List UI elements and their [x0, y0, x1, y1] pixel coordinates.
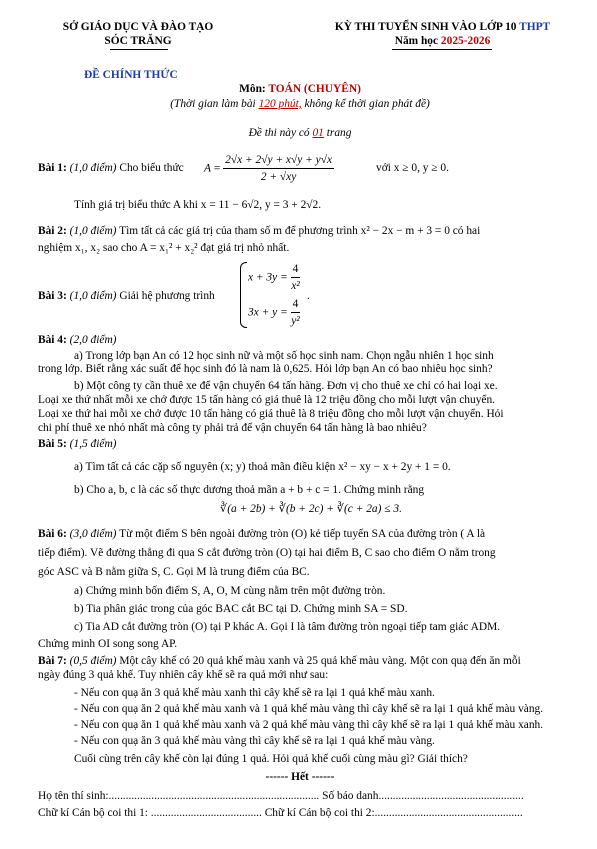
bai-6-c-1: c) Tia AD cắt đường tròn (O) tại P khác A. Gọi I là tâm đường tròn ngoại tiếp tam giác ADM.	[74, 621, 501, 633]
bai-7-label: Bài 7:	[38, 655, 67, 667]
exam-title	[300, 20, 585, 48]
bai-2-text-1: Tìm tất cả các giá trị của tham số m để phương trình x² − 2x − m + 3 = 0 có hai	[119, 225, 481, 237]
bai-1-score: (1,0 điểm)	[69, 162, 117, 174]
dept-line-2: SÓC TRĂNG	[104, 35, 172, 47]
bai-7-rule-3: - Nếu con quạ ăn 1 quả khế màu xanh và 2 quả khế màu vàng thì cây khế sẽ ra lại 1 quả khế màu xanh.	[74, 719, 544, 731]
time-limit: 120 phút,	[258, 98, 302, 110]
eq-2-fraction	[291, 297, 301, 328]
bai-1-line-1	[38, 161, 184, 175]
dept-underline	[110, 49, 168, 50]
subject-label: Môn:	[239, 83, 269, 95]
bai-5-heading	[38, 437, 116, 451]
bai-7-line-1	[38, 654, 521, 668]
bai-3-text: Giải hệ phương trình	[119, 290, 215, 302]
time-post: không kể thời gian phát đề)	[301, 98, 430, 110]
bai-1-label: Bài 1:	[38, 162, 67, 174]
bai-2-score: (1,0 điểm)	[69, 225, 117, 237]
bai-6-line-1	[38, 527, 485, 541]
bai-1-numerator: 2√x + 2√y + x√y + y√x	[223, 153, 334, 169]
bai-1-formula: A = $\frac{2√x + 2√y + x√y + y√x}{2 + √xy}$	[204, 154, 333, 183]
page-count-line	[150, 126, 450, 140]
bai-7-score: (0,5 điểm)	[69, 655, 117, 667]
bai-7-question: Cuối cùng trên cây khế còn lại đúng 1 quả. Hỏi quả khế cuối cùng màu gì? Giải thích?	[74, 753, 468, 765]
bai-7-text-2: ngày đúng 3 quả khế. Tuy nhiên cây khế sẽ ra quả mới như sau:	[38, 669, 329, 681]
eq-2-num: 4	[291, 297, 301, 313]
bai-1-condition: với x ≥ 0, y ≥ 0.	[376, 162, 449, 174]
bai-1-line-2: Tính giá trị biểu thức A khi x = 11 − 6√2, y = 3 + 2√2.	[74, 199, 322, 211]
bai-3-line	[38, 289, 215, 303]
bai-7-rule-2: - Nếu con quạ ăn 2 quả khế màu xanh và 1 quả khế màu vàng thì cây khế sẽ ra lại 1 quả khế màu vàng.	[74, 703, 544, 715]
bai-6-text-2: tiếp điểm). Vẽ đường thẳng đi qua S cắt đường tròn (O) tại hai điểm B, C sao cho điểm O nằm trong	[38, 547, 496, 559]
proctor-signature-line: Chữ kí Cán bộ coi thi 1: ....................................... Chữ kí Cán bộ coi thi 2:....................................................	[38, 807, 523, 819]
bai-6-label: Bài 6:	[38, 528, 67, 540]
page-count-post: trang	[323, 127, 352, 139]
department-name	[38, 20, 238, 48]
bai-6-c-2: Chứng minh OI song song AP.	[38, 638, 178, 650]
bai-1-text: Cho biểu thức	[119, 162, 184, 174]
exam-underline	[392, 49, 492, 50]
bai-3-score: (1,0 điểm)	[69, 290, 117, 302]
time-line	[100, 97, 500, 111]
bai-6-text-3: góc ASC và B nằm giữa S, C. Gọi M là trung điểm của BC.	[38, 566, 310, 578]
bai-3-eq-1	[248, 262, 300, 293]
bai-5-label: Bài 5:	[38, 438, 67, 450]
bai-4-score: (2,0 điểm)	[69, 334, 117, 346]
bai-2-label: Bài 2:	[38, 225, 67, 237]
bai-4-label: Bài 4:	[38, 334, 67, 346]
exam-line-1-text: KỲ THI TUYỂN SINH VÀO LỚP 10	[334, 21, 520, 33]
page-count: 01	[312, 127, 324, 139]
bai-5-a: a) Tìm tất cả các cặp số nguyên (x; y) thoả mãn điều kiện x² − xy − x + 2y + 1 = 0.	[74, 461, 451, 473]
bai-6-a: a) Chứng minh bốn điểm S, A, O, M cùng nằm trên một đường tròn.	[74, 585, 386, 597]
exam-line-2	[300, 34, 585, 48]
bai-4-b-2: Loại xe thứ nhất mỗi xe chở được 15 tấn hàng có giá thuê là 12 triệu đồng cho mỗi lượt vận chuyển.	[38, 394, 495, 406]
eq-2-lhs: 3x + y =	[248, 306, 288, 319]
official-label: ĐỀ CHÍNH THỨC	[84, 69, 178, 81]
candidate-info-line: Họ tên thí sinh:.......................................................................... Số báo danh...................................................	[38, 790, 524, 802]
bai-1-denominator: 2 + √xy	[260, 171, 297, 183]
bai-7-text-1: Một cây khế có 20 quả khế màu xanh và 25 quả khế màu vàng. Một con quạ đến ăn mỗi	[119, 655, 521, 667]
system-brace	[240, 262, 247, 328]
bai-2-line-1	[38, 224, 570, 238]
bai-4-a-1: a) Trong lớp bạn An có 12 học sinh nữ và một số học sinh nam. Chọn ngẫu nhiên 1 học sinh	[74, 350, 494, 362]
subject-line	[150, 82, 450, 96]
eq-1-num: 4	[291, 262, 301, 278]
eq-2-den: y²	[291, 315, 300, 327]
eq-1-fraction	[291, 262, 301, 293]
bai-7-rule-4: - Nếu con quạ ăn 3 quả khế màu vàng thì cây khế sẽ ra lại 1 quả khế màu vàng.	[74, 735, 435, 747]
year-label: Năm học	[394, 35, 441, 47]
exam-level: THPT	[519, 21, 551, 33]
school-year: 2025-2026	[440, 35, 491, 47]
bai-1-fraction	[223, 153, 334, 184]
eq-1-lhs: x + 3y =	[248, 271, 288, 284]
bai-6-text-1: Từ một điểm S bên ngoài đường tròn (O) kẻ tiếp tuyến SA của đường tròn ( A là	[119, 528, 486, 540]
dept-line-1: SỞ GIÁO DỤC VÀ ĐÀO TẠO	[62, 21, 214, 33]
end-marker: ------ Hết ------	[265, 771, 335, 783]
bai-4-b-4: chi phí thuê xe nhỏ nhất mà công ty phải trả để vận chuyển 64 tấn hàng là bao nhiêu?	[38, 422, 427, 434]
bai-3-eq-2	[248, 297, 300, 328]
subject-name: TOÁN (CHUYÊN)	[268, 83, 361, 95]
time-pre: (Thời gian làm bài	[170, 98, 259, 110]
bai-2-text-2: nghiệm x₁, x₂ sao cho A = x₁² + x₂² đạt giá trị nhỏ nhất.	[38, 242, 290, 254]
bai-4-a-2: trong lớp. Biết rằng xác suất để học sinh đó là nam là 0,625. Hỏi lớp bạn An có bao nhiêu học sinh?	[38, 363, 493, 375]
bai-4-b-1: b) Một công ty cần thuê xe để vận chuyển 64 tấn hàng. Đơn vị cho thuê xe chỉ có hai loại xe.	[74, 380, 498, 392]
eq-1-den: x²	[291, 280, 300, 292]
bai-4-b-3: Loại xe thứ hai mỗi xe chở được 10 tấn hàng có giá thuê là 8 triệu đồng cho mỗi lượt vận chuyển. Hỏi	[38, 408, 504, 420]
bai-5-b: b) Cho a, b, c là các số thực dương thoả mãn a + b + c = 1. Chứng minh rằng	[74, 484, 425, 496]
bai-5-score: (1,5 điểm)	[69, 438, 117, 450]
bai-3-end: .	[307, 290, 310, 302]
bai-7-rule-1: - Nếu con quạ ăn 3 quả khế màu xanh thì cây khế sẽ ra lại 1 quả khế màu xanh.	[74, 687, 435, 699]
page-count-pre: Đề thi này có	[248, 127, 313, 139]
bai-6-b: b) Tia phân giác trong của góc BAC cắt BC tại D. Chứng minh SA = SD.	[74, 603, 408, 615]
exam-line-1	[300, 20, 585, 34]
bai-5-inequality: ∛(a + 2b) + ∛(b + 2c) + ∛(c + 2a) ≤ 3.	[220, 503, 402, 515]
bai-3-label: Bài 3:	[38, 290, 67, 302]
bai-6-score: (3,0 điểm)	[69, 528, 117, 540]
bai-4-heading	[38, 333, 116, 347]
